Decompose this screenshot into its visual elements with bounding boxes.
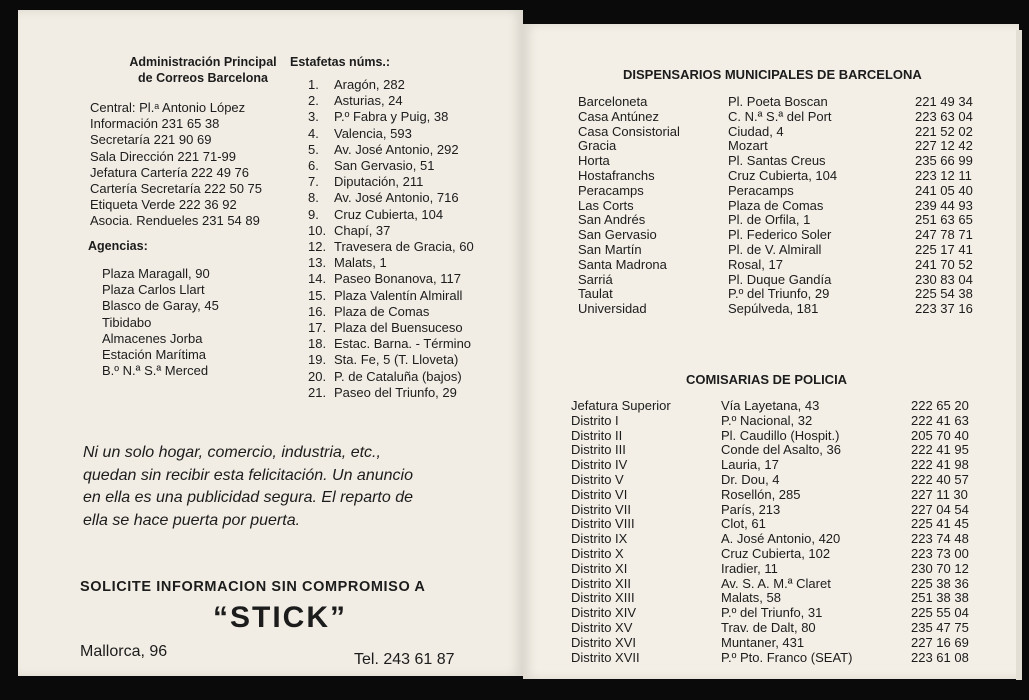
advert-cta: SOLICITE INFORMACION SIN COMPROMISO A (80, 579, 426, 595)
comisaria-address: Clot, 61 (721, 516, 766, 532)
comisaria-address: Dr. Dou, 4 (721, 471, 780, 487)
comisaria-phone: 227 11 30 (911, 486, 968, 502)
comisaria-address: Pl. Caudillo (Hospit.) (721, 427, 840, 443)
estafeta-row (308, 109, 474, 125)
comisaria-phone: 222 41 95 (911, 442, 969, 458)
dispensario-row (578, 168, 1018, 183)
estafeta-number: 15. (308, 287, 327, 303)
dispensario-row (578, 198, 1018, 213)
dispensario-phone: 241 70 52 (915, 256, 973, 272)
comisaria-row (571, 442, 1011, 457)
comisaria-phone: 225 38 36 (911, 575, 969, 591)
comisaria-row (571, 413, 1011, 428)
estafetas-title: Estafetas núms.: (290, 55, 391, 69)
comisaria-place: Distrito XII (571, 575, 631, 591)
comisaria-place: Distrito XIII (571, 590, 635, 606)
dispensario-place: Peracamps (578, 182, 644, 198)
dispensario-phone: 235 66 99 (915, 153, 973, 169)
estafeta-number: 14. (308, 271, 327, 287)
slogan-line: Ni un solo hogar, comercio, industria, etc., (83, 444, 381, 461)
admin-contact-line: Sala Dirección 221 71-99 (90, 148, 236, 164)
dispensario-address: C. N.ª S.ª del Port (728, 108, 832, 124)
estafeta-row (308, 336, 474, 352)
comisaria-place: Distrito III (571, 442, 626, 458)
estafeta-name: Plaza de Comas (334, 303, 430, 319)
estafeta-row (308, 207, 474, 223)
dispensario-phone: 251 63 65 (915, 212, 973, 228)
dispensario-place: Gracia (578, 138, 617, 154)
estafeta-number: 6. (308, 158, 319, 174)
dispensarios-title: DISPENSARIOS MUNICIPALES DE BARCELONA (623, 67, 922, 82)
agencia-item: Almacenes Jorba (102, 330, 203, 346)
comisaria-place: Distrito XV (571, 619, 633, 635)
estafeta-name: Paseo del Triunfo, 29 (334, 384, 457, 400)
page-edge (1016, 30, 1022, 680)
comisaria-address: París, 213 (721, 501, 781, 517)
estafeta-name: Estac. Barna. - Término (334, 336, 472, 352)
comisaria-place: Distrito V (571, 471, 624, 487)
comisaria-row (571, 398, 1011, 413)
estafeta-number: 18. (308, 336, 327, 352)
dispensario-place: Santa Madrona (578, 256, 667, 272)
estafeta-name: P.º Fabra y Puig, 38 (334, 109, 449, 125)
comisaria-phone: 227 04 54 (911, 501, 969, 517)
left-page (18, 10, 523, 676)
dispensario-row (578, 257, 1018, 272)
comisaria-phone: 225 41 45 (911, 516, 969, 532)
estafeta-name: Plaza del Buensuceso (334, 320, 463, 336)
dispensario-phone: 241 05 40 (915, 182, 973, 198)
estafeta-number: 12. (308, 239, 327, 255)
estafeta-row (308, 239, 474, 255)
dispensario-address: Cruz Cubierta, 104 (728, 167, 838, 183)
comisaria-place: Distrito IV (571, 457, 628, 473)
admin-contact-line: Información 231 65 38 (90, 116, 220, 132)
comisaria-phone: 222 65 20 (911, 398, 969, 413)
slogan-line: en ella es una publicidad segura. El reparto de (83, 489, 413, 506)
admin-title-line: de Correos Barcelona (138, 71, 268, 85)
estafeta-number: 20. (308, 368, 327, 384)
dispensario-address: Pl. Federico Soler (728, 227, 832, 243)
dispensario-row (578, 183, 1018, 198)
dispensario-row (578, 272, 1018, 287)
comisaria-phone: 205 70 40 (911, 427, 969, 443)
comisaria-row (571, 605, 1011, 620)
comisaria-place: Distrito VI (571, 486, 628, 502)
admin-contact-line: Etiqueta Verde 222 36 92 (90, 197, 237, 213)
estafeta-number: 17. (308, 320, 327, 336)
comisaria-address: P.º Pto. Franco (SEAT) (721, 649, 853, 665)
comisaria-address: Vía Layetana, 43 (721, 398, 820, 413)
admin-title-line: Administración Principal (129, 55, 277, 69)
dispensario-place: Horta (578, 153, 610, 169)
dispensario-row (578, 138, 1018, 153)
estafeta-number: 2. (308, 93, 319, 109)
comisaria-row (571, 428, 1011, 443)
dispensario-row (578, 153, 1018, 168)
estafeta-number: 3. (308, 109, 319, 125)
comisaria-phone: 230 70 12 (911, 560, 969, 576)
comisaria-row (571, 472, 1011, 487)
estafeta-number: 10. (308, 222, 327, 238)
estafeta-name: Av. José Antonio, 292 (334, 141, 459, 157)
dispensario-place: Taulat (578, 286, 613, 302)
estafeta-name: P. de Cataluña (bajos) (334, 368, 462, 384)
estafeta-name: San Gervasio, 51 (334, 158, 435, 174)
estafetas-list (308, 77, 474, 401)
comisaria-address: Rosellón, 285 (721, 486, 801, 502)
estafeta-row (308, 271, 474, 287)
agencias-list (102, 266, 219, 379)
comisaria-place: Distrito XI (571, 560, 628, 576)
comisaria-place: Distrito XIV (571, 605, 637, 621)
estafeta-row (308, 288, 474, 304)
dispensario-row (578, 124, 1018, 139)
comisaria-address: P.º Nacional, 32 (721, 412, 813, 428)
estafeta-name: Valencia, 593 (334, 125, 412, 141)
comisaria-address: Conde del Asalto, 36 (721, 442, 841, 458)
comisarias-title: COMISARIAS DE POLICIA (686, 372, 848, 387)
comisaria-row (571, 620, 1011, 635)
advert-address: Mallorca, 96 (80, 643, 168, 660)
estafeta-name: Aragón, 282 (334, 77, 405, 92)
estafeta-name: Malats, 1 (334, 255, 387, 271)
agencia-item: Plaza Maragall, 90 (102, 266, 210, 281)
comisaria-place: Distrito VII (571, 501, 631, 517)
estafeta-number: 9. (308, 206, 319, 222)
estafeta-row (308, 352, 474, 368)
comisaria-phone: 235 47 75 (911, 619, 969, 635)
admin-contact-line: Jefatura Cartería 222 49 76 (90, 164, 249, 180)
comisaria-phone: 251 38 38 (911, 590, 969, 606)
dispensario-place: Casa Antúnez (578, 108, 659, 124)
estafeta-row (308, 320, 474, 336)
dispensario-row (578, 94, 1018, 109)
dispensario-address: Pl. de Orfila, 1 (728, 212, 811, 228)
dispensario-address: Mozart (728, 138, 768, 154)
estafeta-row (308, 126, 474, 142)
dispensario-place: Barceloneta (578, 94, 648, 109)
dispensario-place: Universidad (578, 301, 647, 317)
comisaria-place: Distrito XVII (571, 649, 640, 665)
estafeta-row (308, 174, 474, 190)
estafeta-row (308, 77, 474, 93)
dispensario-phone: 227 12 42 (915, 138, 973, 154)
dispensario-row (578, 242, 1018, 257)
comisaria-address: Av. S. A. M.ª Claret (721, 575, 831, 591)
estafeta-number: 8. (308, 190, 319, 206)
estafeta-number: 19. (308, 352, 327, 368)
slogan-line: quedan sin recibir esta felicitación. Un anuncio (83, 466, 413, 484)
estafeta-number: 13. (308, 255, 327, 271)
comisaria-address: Iradier, 11 (721, 560, 778, 576)
estafeta-row (308, 255, 474, 271)
comisaria-row (571, 502, 1011, 517)
slogan-line: ella se hace puerta por puerta. (83, 511, 301, 529)
estafeta-name: Chapí, 37 (334, 222, 391, 238)
comisaria-address: Cruz Cubierta, 102 (721, 545, 831, 561)
dispensario-place: San Gervasio (578, 227, 657, 243)
dispensarios-table (578, 94, 1018, 316)
comisaria-phone: 222 40 57 (911, 471, 969, 487)
dispensario-address: Pl. Duque Gandía (728, 271, 832, 287)
dispensario-address: P.º del Triunfo, 29 (728, 286, 830, 302)
comisaria-row (571, 516, 1011, 531)
comisaria-address: Malats, 58 (721, 590, 781, 606)
comisaria-phone: 225 55 04 (911, 605, 969, 621)
estafeta-number: 21. (308, 384, 327, 400)
advert-phone: Tel. 243 61 87 (354, 651, 455, 668)
estafeta-name: Sta. Fe, 5 (T. Lloveta) (334, 352, 459, 368)
comisaria-phone: 222 41 63 (911, 412, 969, 428)
estafeta-name: Diputación, 211 (334, 174, 424, 190)
dispensario-phone: 247 78 71 (915, 227, 973, 243)
dispensario-phone: 223 37 16 (915, 301, 973, 317)
dispensario-address: Pl. de V. Almirall (728, 241, 822, 257)
comisaria-place: Jefatura Superior (571, 398, 671, 413)
comisaria-row (571, 635, 1011, 650)
advert-brand: “STICK” (213, 601, 347, 634)
dispensario-phone: 223 12 11 (915, 167, 972, 183)
comisaria-place: Distrito I (571, 412, 619, 428)
agencia-item: Tibidabo (102, 314, 152, 330)
dispensario-row (578, 301, 1018, 316)
estafeta-number: 4. (308, 125, 319, 141)
agencia-item: Estación Marítima (102, 347, 207, 363)
comisaria-row (571, 576, 1011, 591)
estafeta-number: 1. (308, 77, 319, 92)
right-page (523, 24, 1019, 679)
comisaria-row (571, 650, 1011, 665)
estafeta-row (308, 385, 474, 401)
dispensario-row (578, 286, 1018, 301)
estafeta-number: 5. (308, 141, 319, 157)
estafeta-name: Asturias, 24 (334, 93, 403, 109)
estafeta-name: Av. José Antonio, 716 (334, 190, 459, 206)
estafeta-row (308, 190, 474, 206)
estafeta-name: Paseo Bonanova, 117 (334, 271, 461, 287)
comisaria-phone: 223 61 08 (911, 649, 969, 665)
advert-slogan (83, 442, 513, 532)
comisaria-row (571, 546, 1011, 561)
comisaria-place: Distrito XVI (571, 634, 637, 650)
dispensario-phone: 221 52 02 (915, 123, 973, 139)
comisaria-row (571, 457, 1011, 472)
dispensario-phone: 221 49 34 (915, 94, 973, 109)
estafeta-row (308, 223, 474, 239)
comisaria-row (571, 531, 1011, 546)
comisaria-address: Lauria, 17 (721, 457, 779, 473)
estafeta-row (308, 93, 474, 109)
dispensario-address: Peracamps (728, 182, 794, 198)
dispensario-address: Ciudad, 4 (728, 123, 784, 139)
dispensario-place: Hostafranchs (578, 167, 655, 183)
agencias-title: Agencias: (88, 239, 148, 253)
estafeta-number: 7. (308, 174, 319, 190)
admin-contact-line: Cartería Secretaría 222 50 75 (90, 181, 262, 197)
estafeta-row (308, 158, 474, 174)
dispensario-row (578, 227, 1018, 242)
comisaria-phone: 223 73 00 (911, 545, 969, 561)
admin-title (98, 54, 308, 86)
dispensario-phone: 230 83 04 (915, 271, 973, 287)
dispensario-phone: 239 44 93 (915, 197, 973, 213)
dispensario-address: Rosal, 17 (728, 256, 783, 272)
comisaria-row (571, 487, 1011, 502)
agencia-item: Blasco de Garay, 45 (102, 298, 219, 314)
estafeta-row (308, 304, 474, 320)
comisaria-phone: 227 16 69 (911, 634, 969, 650)
comisaria-phone: 223 74 48 (911, 531, 969, 547)
comisaria-address: A. José Antonio, 420 (721, 531, 841, 547)
comisaria-address: Muntaner, 431 (721, 634, 805, 650)
comisaria-address: Trav. de Dalt, 80 (721, 619, 816, 635)
estafeta-row (308, 369, 474, 385)
estafeta-name: Travesera de Gracia, 60 (334, 239, 474, 255)
dispensario-place: San Martín (578, 241, 642, 257)
dispensario-address: Pl. Santas Creus (728, 153, 826, 169)
comisaria-place: Distrito VIII (571, 516, 635, 532)
admin-contact-line: Central: Pl.ᵃ Antonio López (90, 100, 246, 115)
comisaria-row (571, 561, 1011, 576)
comisaria-place: Distrito IX (571, 531, 628, 547)
agencia-item: B.º N.ª S.ª Merced (102, 363, 209, 379)
dispensario-phone: 225 54 38 (915, 286, 973, 302)
dispensario-row (578, 212, 1018, 227)
admin-contact-line: Asocia. Rendueles 231 54 89 (90, 213, 260, 229)
estafeta-number: 16. (308, 303, 327, 319)
dispensario-address: Pl. Poeta Boscan (728, 94, 828, 109)
dispensario-phone: 223 63 04 (915, 108, 973, 124)
estafeta-name: Plaza Valentín Almirall (334, 287, 463, 303)
dispensario-place: Sarriá (578, 271, 613, 287)
dispensario-phone: 225 17 41 (915, 241, 973, 257)
admin-contact-list (90, 100, 262, 230)
dispensario-place: Las Corts (578, 197, 634, 213)
comisaria-place: Distrito II (571, 427, 623, 443)
dispensario-place: San Andrés (578, 212, 646, 228)
comisarias-table (571, 398, 1011, 664)
admin-contact-line: Secretaría 221 90 69 (90, 132, 212, 148)
estafeta-name: Cruz Cubierta, 104 (334, 206, 444, 222)
comisaria-place: Distrito X (571, 545, 624, 561)
dispensario-place: Casa Consistorial (578, 123, 680, 139)
comisaria-phone: 222 41 98 (911, 457, 969, 473)
dispensario-address: Plaza de Comas (728, 197, 824, 213)
dispensario-row (578, 109, 1018, 124)
agencia-item: Plaza Carlos Llart (102, 282, 205, 298)
dispensario-address: Sepúlveda, 181 (728, 301, 819, 317)
comisaria-address: P.º del Triunfo, 31 (721, 605, 823, 621)
estafeta-row (308, 142, 474, 158)
comisaria-row (571, 590, 1011, 605)
